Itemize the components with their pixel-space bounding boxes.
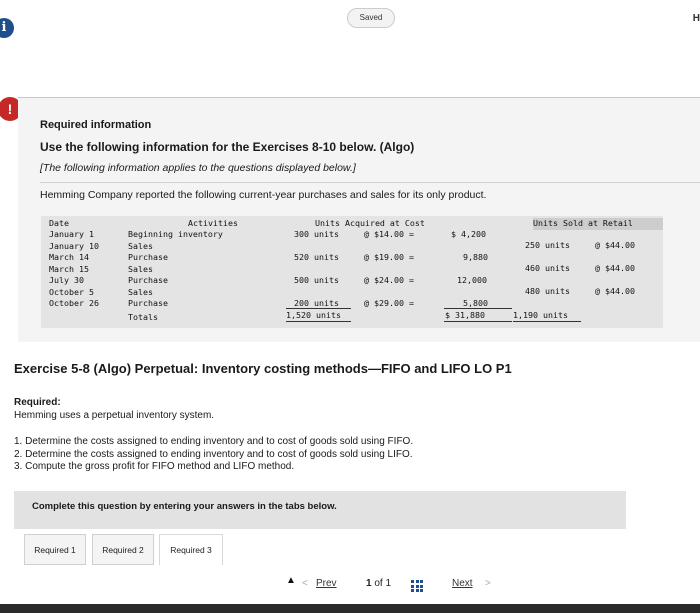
- row-activity: Sales: [128, 264, 153, 274]
- total-acquired-units: 1,520 units: [286, 310, 341, 320]
- chevron-left-icon: <: [302, 578, 308, 589]
- header-units-sold: Units Sold at Retail: [533, 218, 663, 230]
- total-rule: [286, 321, 351, 322]
- sold-price: @ $44.00: [595, 286, 635, 296]
- required-information-title: Required information: [40, 119, 152, 131]
- acquired-cost: @ $24.00 =: [364, 275, 414, 285]
- required-information-intro: Hemming Company reported the following current-year purchases and sales for its only product.: [40, 189, 487, 201]
- required-label: Required:: [14, 397, 61, 408]
- requirement-item: 3. Compute the gross profit for FIFO method and LIFO method.: [14, 461, 295, 472]
- total-rule: [513, 321, 581, 322]
- header-activities: Activities: [188, 218, 238, 228]
- requirements-list: [14, 436, 413, 474]
- total-rule: [444, 321, 512, 322]
- acquired-total: 12,000: [457, 275, 487, 285]
- inventory-table: [41, 216, 663, 328]
- corner-header-text: H: [692, 13, 700, 24]
- top-bar: [0, 0, 700, 40]
- inventory-system-text: Hemming uses a perpetual inventory system.: [14, 410, 215, 421]
- row-date: October 26: [49, 298, 99, 308]
- row-date: October 5: [49, 287, 94, 297]
- required-information-heading: Use the following information for the Exercises 8-10 below. (Algo): [40, 140, 415, 154]
- acquired-units: 300 units: [294, 229, 339, 239]
- row-activity: Beginning inventory: [128, 229, 223, 239]
- total-acquired-cost: $ 31,880: [445, 310, 485, 320]
- chevron-right-icon: >: [485, 578, 491, 589]
- acquired-cost: @ $29.00 =: [364, 298, 414, 308]
- acquired-total: 9,880: [463, 252, 488, 262]
- page-indicator: [366, 578, 391, 589]
- row-activity: Purchase: [128, 252, 168, 262]
- requirement-item: 2. Determine the costs assigned to ending inventory and to cost of goods sold using LIFO.: [14, 448, 413, 460]
- row-activity: Sales: [128, 241, 153, 251]
- subtotal-rule: [444, 308, 512, 309]
- instruction-text: Complete this question by entering your answers in the tabs below.: [32, 501, 337, 512]
- row-date: January 10: [49, 241, 99, 251]
- subtotal-rule: [286, 308, 351, 309]
- header-date: Date: [49, 218, 69, 228]
- acquired-cost: @ $14.00 =: [364, 229, 414, 239]
- page-current: 1: [366, 578, 372, 589]
- requirement-item: 1. Determine the costs assigned to ending inventory and to cost of goods sold using FIFO.: [14, 436, 414, 447]
- page-of: of: [374, 578, 383, 589]
- acquired-units: 520 units: [294, 252, 339, 262]
- tab-required-3[interactable]: Required 3: [159, 534, 223, 565]
- row-activity: Purchase: [128, 275, 168, 285]
- prev-button[interactable]: Prev: [316, 578, 337, 589]
- tab-required-1[interactable]: Required 1: [24, 534, 86, 565]
- required-information-panel: [18, 97, 700, 342]
- alert-icon: !: [0, 97, 22, 121]
- sold-units: 460 units: [525, 263, 570, 273]
- tab-required-2[interactable]: Required 2: [92, 534, 154, 565]
- sold-price: @ $44.00: [595, 240, 635, 250]
- row-date: January 1: [49, 229, 94, 239]
- total-sold-units: 1,190 units: [513, 310, 568, 320]
- header-units-acquired: Units Acquired at Cost: [315, 218, 425, 228]
- grid-icon[interactable]: [411, 580, 424, 592]
- required-information-note: [The following information applies to the questions displayed below.]: [40, 162, 356, 174]
- row-activity: Purchase: [128, 298, 168, 308]
- row-date: July 30: [49, 275, 84, 285]
- row-date: March 14: [49, 252, 89, 262]
- acquired-total: 5,800: [463, 298, 488, 308]
- instruction-bar: [14, 491, 626, 529]
- mouse-cursor-icon: ▲: [286, 575, 296, 586]
- acquired-units: 500 units: [294, 275, 339, 285]
- acquired-cost: @ $19.00 =: [364, 252, 414, 262]
- info-icon[interactable]: i: [0, 18, 14, 38]
- totals-label: Totals: [128, 312, 158, 322]
- sold-units: 250 units: [525, 240, 570, 250]
- acquired-total: $ 4,200: [451, 229, 486, 239]
- sold-units: 480 units: [525, 286, 570, 296]
- row-date: March 15: [49, 264, 89, 274]
- acquired-units: 200 units: [294, 298, 339, 308]
- panel-divider: [40, 182, 700, 183]
- sold-price: @ $44.00: [595, 263, 635, 273]
- page-total: 1: [385, 578, 392, 589]
- saved-status-badge: Saved: [347, 8, 395, 28]
- next-button[interactable]: Next: [452, 578, 473, 589]
- row-activity: Sales: [128, 287, 153, 297]
- exercise-title: Exercise 5-8 (Algo) Perpetual: Inventory costing methods—FIFO and LIFO LO P1: [14, 361, 512, 376]
- bottom-bar: [0, 604, 700, 613]
